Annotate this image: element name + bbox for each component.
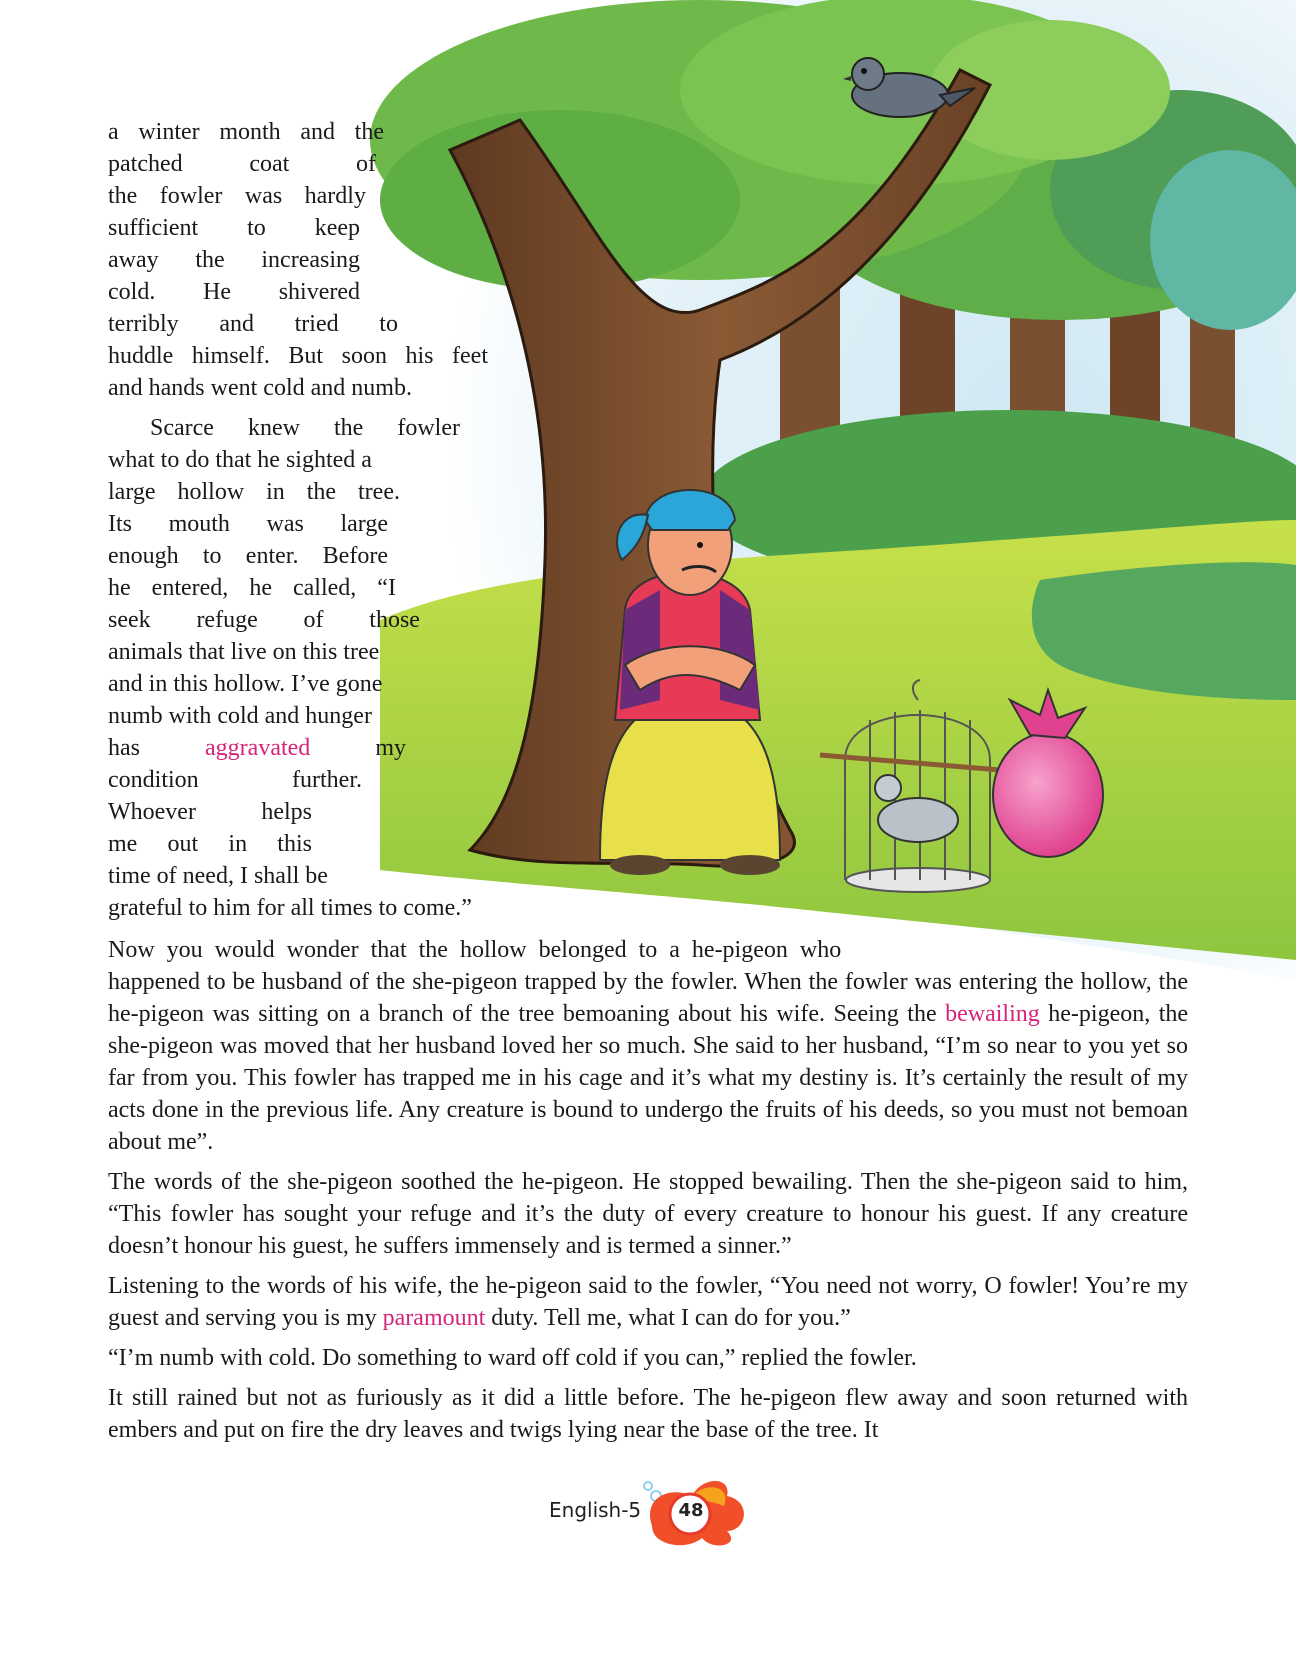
vocab-word-aggravated: aggravated (205, 735, 311, 761)
text-line: huddle himself. But soon his feet (108, 343, 488, 369)
text-line: large hollow in the tree. (108, 479, 400, 505)
vocab-word-bewailing: bewailing (945, 1001, 1040, 1027)
text-line: he entered, he called, “I (108, 575, 396, 601)
text-line: what to do that he sighted a (108, 447, 372, 473)
text-line: terribly and tried to (108, 311, 398, 337)
text-line: grateful to him for all times to come.” (108, 895, 472, 921)
paragraph-guest: Listening to the words of his wife, the he-pigeon said to the fowler, “You need not worry, O fowler! You’re my guest and serving you is my paramount duty. Tell me, what I can do for you.” (108, 1273, 1188, 1331)
text-line: and in this hollow. I’ve gone (108, 671, 383, 697)
text-line: and hands went cold and numb. (108, 375, 412, 401)
text-line: Scarce knew the fowler (150, 415, 460, 441)
text-line: the fowler was hardly (108, 183, 366, 209)
paragraph-embers: It still rained but not as furiously as it did a little before. The he-pigeon flew away and soon returned with embers and put on fire the dry leaves and twigs lying near the base of the tree. It (108, 1385, 1188, 1443)
text-line: numb with cold and hunger (108, 703, 372, 729)
text-line: Its mouth was large (108, 511, 388, 537)
paragraph-bewailing: happened to be husband of the she-pigeon trapped by the fowler. When the fowler was entering the hollow, the he-pigeon was sitting on a branch of the tree bemoaning about his wife. Seeing the bewailing he-pigeon, the she-pigeon was moved that her husband loved her so much. She said to her husband, “I’m so near to you yet so far from you. This fowler has trapped me in his cage and it’s what my destiny is. It’s certainly the result of my acts done in the previous life. Any creature is bound to undergo the fruits of his deeds, so you must not bemoan about me”. (108, 969, 1189, 1155)
text-line: a winter month and the (108, 119, 384, 145)
text-line: enough to enter. Before (108, 543, 388, 569)
book-title: English-5 (549, 1498, 642, 1522)
story-body (108, 934, 1188, 1446)
text-line: away the increasing (108, 247, 360, 273)
text-line: me out in this (108, 831, 312, 857)
paragraph-numb: “I’m numb with cold. Do something to ward off cold if you can,” replied the fowler. (108, 1345, 917, 1371)
text-line: time of need, I shall be (108, 863, 328, 889)
text-line: Whoever helps (108, 799, 312, 825)
text-line: Now you would wonder that the hollow belonged to a he-pigeon who (108, 937, 842, 963)
paragraph-soothed: The words of the she-pigeon soothed the he-pigeon. He stopped bewailing. Then the she-pigeon said to him, “This fowler has sought your refuge and it’s the duty of every creature to honour his guest. If any creature doesn’t honour his guest, he suffers immensely and is termed a sinner.” (108, 1169, 1188, 1259)
text-line: cold. He shivered (108, 279, 360, 305)
text-line: patched coat of (108, 151, 376, 177)
story-column-para1 (108, 116, 488, 404)
text-line: sufficient to keep (108, 215, 360, 241)
page-number: 48 (678, 1500, 704, 1521)
text-line: condition further. (108, 767, 362, 793)
text-line: has aggravated my (108, 732, 406, 764)
text-line: seek refuge of those (108, 607, 420, 633)
text-line: animals that live on this tree (108, 639, 380, 665)
vocab-word-paramount: paramount (382, 1305, 486, 1331)
story-column-para2 (108, 412, 472, 924)
